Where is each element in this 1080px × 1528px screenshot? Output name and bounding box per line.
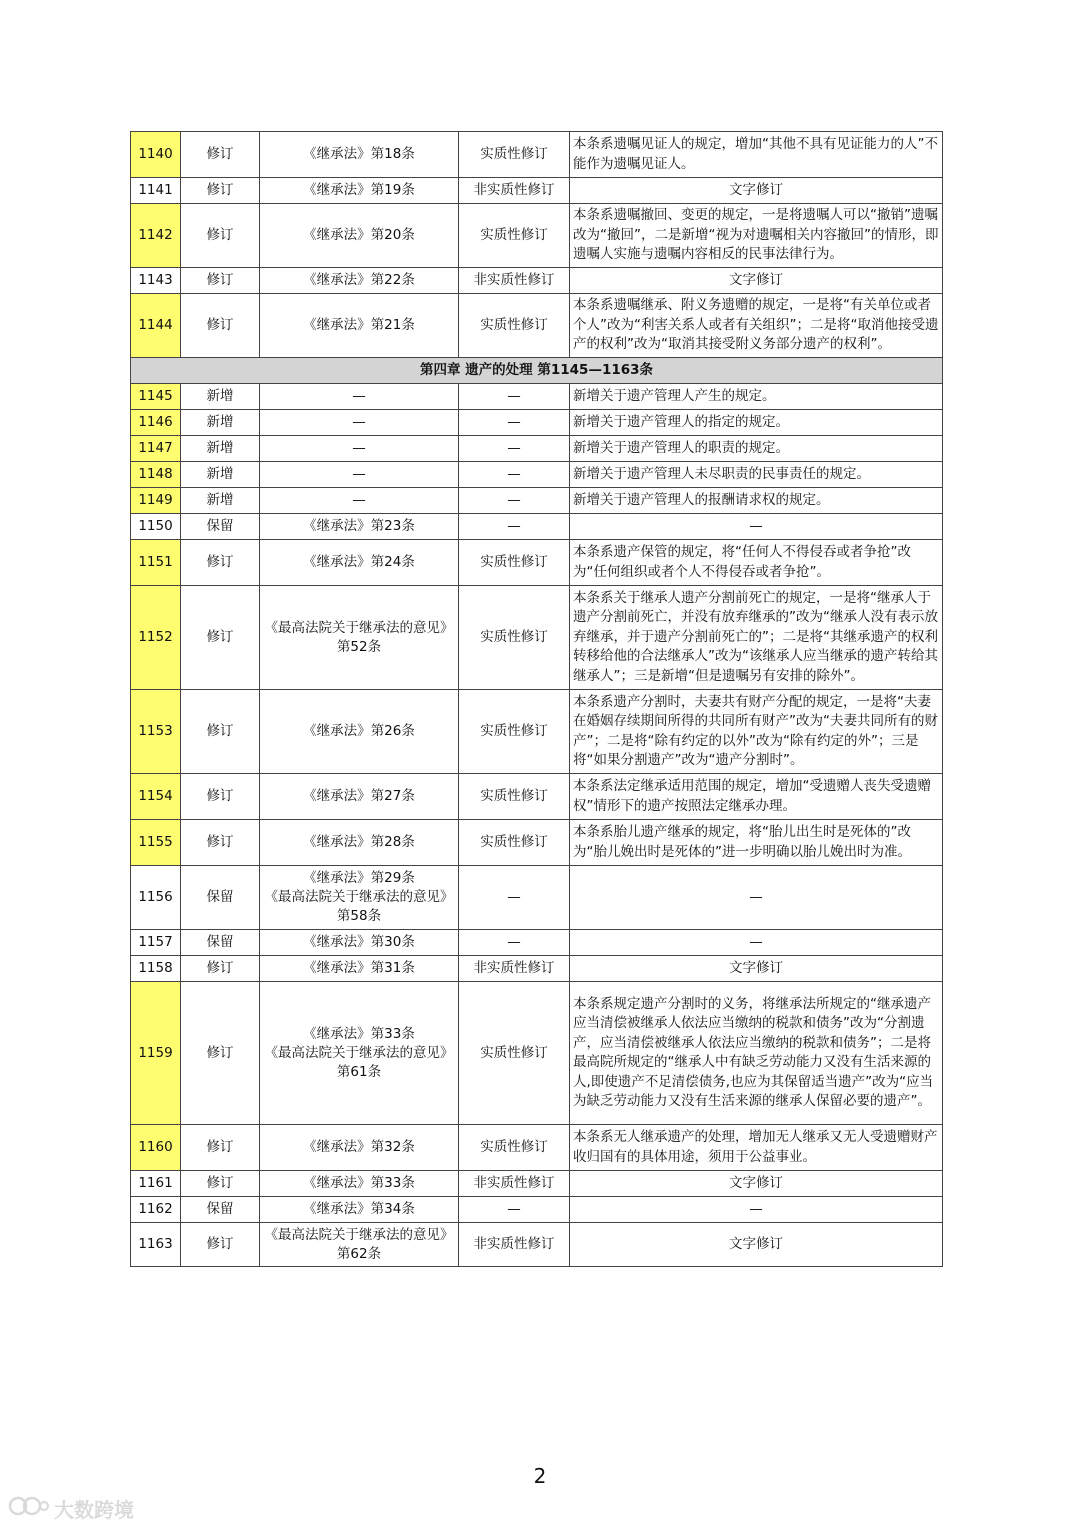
change-type-cell: 修订 bbox=[181, 586, 260, 690]
nature-cell: — bbox=[459, 930, 570, 956]
change-type-cell: 修订 bbox=[181, 132, 260, 178]
watermark bbox=[8, 1490, 148, 1522]
nature-cell: — bbox=[459, 436, 570, 462]
article-number-cell: 1157 bbox=[131, 930, 181, 956]
article-number-cell: 1158 bbox=[131, 956, 181, 982]
change-type-cell: 修订 bbox=[181, 774, 260, 820]
description-cell: 文字修订 bbox=[570, 1171, 943, 1197]
change-type-cell: 新增 bbox=[181, 436, 260, 462]
nature-cell: 实质性修订 bbox=[459, 586, 570, 690]
change-type-cell: 修订 bbox=[181, 540, 260, 586]
change-type-cell: 保留 bbox=[181, 866, 260, 930]
table-row bbox=[131, 930, 943, 956]
article-number-cell: 1147 bbox=[131, 436, 181, 462]
change-type-cell: 修订 bbox=[181, 1223, 260, 1267]
change-type-cell: 修订 bbox=[181, 204, 260, 268]
table-row bbox=[131, 410, 943, 436]
change-type-cell: 新增 bbox=[181, 488, 260, 514]
article-number-cell: 1140 bbox=[131, 132, 181, 178]
nature-cell: 实质性修订 bbox=[459, 774, 570, 820]
description-cell: — bbox=[570, 514, 943, 540]
nature-cell: 非实质性修订 bbox=[459, 178, 570, 204]
article-number-cell: 1159 bbox=[131, 982, 181, 1125]
description-cell: 文字修订 bbox=[570, 268, 943, 294]
source-cell: — bbox=[260, 488, 459, 514]
nature-cell: 实质性修订 bbox=[459, 294, 570, 358]
article-number-cell: 1163 bbox=[131, 1223, 181, 1267]
watermark-text: 大数跨境 bbox=[54, 1498, 134, 1522]
nature-cell: 实质性修订 bbox=[459, 982, 570, 1125]
article-number-cell: 1149 bbox=[131, 488, 181, 514]
table-row bbox=[131, 774, 943, 820]
source-cell: 《继承法》第27条 bbox=[260, 774, 459, 820]
nature-cell: 非实质性修订 bbox=[459, 1171, 570, 1197]
description-cell: 新增关于遗产管理人的职责的规定。 bbox=[570, 436, 943, 462]
nature-cell: 非实质性修订 bbox=[459, 268, 570, 294]
description-cell: 本条系遗嘱见证人的规定，增加“其他不具有见证能力的人”不能作为遗嘱见证人。 bbox=[570, 132, 943, 178]
description-cell: 本条系胎儿遗产继承的规定，将“胎儿出生时是死体的”改为“胎儿娩出时是死体的”进一步明确以胎儿娩出时为准。 bbox=[570, 820, 943, 866]
source-cell: 《继承法》第30条 bbox=[260, 930, 459, 956]
description-cell: 本条系规定遗产分割时的义务，将继承法所规定的“继承遗产应当清偿被继承人依法应当缴纳的税款和债务”改为“分割遗产，应当清偿被继承人依法应当缴纳的税款和债务”；二是将最高院所规定的“继承人中有缺乏劳动能力又没有生活来源的人,即使遗产不足清偿债务,也应为其保留适当遗产”改为“应当为缺乏劳动能力又没有生活来源的继承人保留必要的遗产”。 bbox=[570, 982, 943, 1125]
change-type-cell: 修订 bbox=[181, 820, 260, 866]
change-type-cell: 修订 bbox=[181, 294, 260, 358]
source-cell: — bbox=[260, 410, 459, 436]
nature-cell: 实质性修订 bbox=[459, 690, 570, 774]
article-number-cell: 1155 bbox=[131, 820, 181, 866]
nature-cell: — bbox=[459, 384, 570, 410]
nature-cell: — bbox=[459, 488, 570, 514]
source-cell: 《继承法》第19条 bbox=[260, 178, 459, 204]
source-cell: 《继承法》第22条 bbox=[260, 268, 459, 294]
description-cell: 本条系无人继承遗产的处理，增加无人继承又无人受遗赠财产收归国有的具体用途，须用于公益事业。 bbox=[570, 1125, 943, 1171]
table-row bbox=[131, 540, 943, 586]
source-cell: 《继承法》第33条 bbox=[260, 1171, 459, 1197]
change-type-cell: 修订 bbox=[181, 1171, 260, 1197]
watermark-logo-icon bbox=[8, 1492, 50, 1520]
source-cell: 《继承法》第31条 bbox=[260, 956, 459, 982]
description-cell: — bbox=[570, 866, 943, 930]
source-cell: 《继承法》第20条 bbox=[260, 204, 459, 268]
change-type-cell: 修订 bbox=[181, 268, 260, 294]
nature-cell: 实质性修订 bbox=[459, 1125, 570, 1171]
description-cell: 文字修订 bbox=[570, 956, 943, 982]
change-type-cell: 修订 bbox=[181, 982, 260, 1125]
table-row bbox=[131, 1223, 943, 1267]
table-row bbox=[131, 1125, 943, 1171]
article-number-cell: 1145 bbox=[131, 384, 181, 410]
source-cell: 《继承法》第24条 bbox=[260, 540, 459, 586]
article-number-cell: 1146 bbox=[131, 410, 181, 436]
chapter-heading: 第四章 遗产的处理 第1145—1163条 bbox=[131, 358, 943, 384]
description-cell: 文字修订 bbox=[570, 1223, 943, 1267]
source-cell: — bbox=[260, 384, 459, 410]
table-row bbox=[131, 204, 943, 268]
page-number: 2 bbox=[533, 1464, 547, 1488]
table-row bbox=[131, 1171, 943, 1197]
description-cell: — bbox=[570, 930, 943, 956]
change-type-cell: 保留 bbox=[181, 930, 260, 956]
source-cell: — bbox=[260, 436, 459, 462]
source-cell: 《继承法》第18条 bbox=[260, 132, 459, 178]
nature-cell: 实质性修订 bbox=[459, 204, 570, 268]
description-cell: 新增关于遗产管理人未尽职责的民事责任的规定。 bbox=[570, 462, 943, 488]
nature-cell: — bbox=[459, 462, 570, 488]
description-cell: 新增关于遗产管理人产生的规定。 bbox=[570, 384, 943, 410]
table-row bbox=[131, 982, 943, 1125]
change-type-cell: 新增 bbox=[181, 462, 260, 488]
source-cell: 《继承法》第21条 bbox=[260, 294, 459, 358]
description-cell: 新增关于遗产管理人的指定的规定。 bbox=[570, 410, 943, 436]
description-cell: 本条系遗产保管的规定，将“任何人不得侵吞或者争抢”改为“任何组织或者个人不得侵吞或者争抢”。 bbox=[570, 540, 943, 586]
table-row bbox=[131, 820, 943, 866]
description-cell: 新增关于遗产管理人的报酬请求权的规定。 bbox=[570, 488, 943, 514]
description-cell: 本条系法定继承适用范围的规定，增加“受遗赠人丧失受遗赠权”情形下的遗产按照法定继承办理。 bbox=[570, 774, 943, 820]
change-type-cell: 修订 bbox=[181, 690, 260, 774]
source-cell: 《继承法》第26条 bbox=[260, 690, 459, 774]
source-cell: 《继承法》第34条 bbox=[260, 1197, 459, 1223]
nature-cell: 非实质性修订 bbox=[459, 1223, 570, 1267]
article-number-cell: 1148 bbox=[131, 462, 181, 488]
table-row bbox=[131, 690, 943, 774]
table-row bbox=[131, 956, 943, 982]
article-number-cell: 1161 bbox=[131, 1171, 181, 1197]
source-cell: — bbox=[260, 462, 459, 488]
source-cell: 《继承法》第33条 《最高法院关于继承法的意见》第61条 bbox=[260, 982, 459, 1125]
source-cell: 《继承法》第28条 bbox=[260, 820, 459, 866]
nature-cell: 实质性修订 bbox=[459, 540, 570, 586]
nature-cell: — bbox=[459, 866, 570, 930]
table-row bbox=[131, 462, 943, 488]
source-cell: 《继承法》第23条 bbox=[260, 514, 459, 540]
change-type-cell: 保留 bbox=[181, 514, 260, 540]
description-cell: — bbox=[570, 1197, 943, 1223]
table-row bbox=[131, 436, 943, 462]
article-number-cell: 1156 bbox=[131, 866, 181, 930]
nature-cell: — bbox=[459, 1197, 570, 1223]
article-number-cell: 1143 bbox=[131, 268, 181, 294]
table-row bbox=[131, 132, 943, 178]
table-row bbox=[131, 178, 943, 204]
table-row bbox=[131, 514, 943, 540]
nature-cell: — bbox=[459, 514, 570, 540]
change-type-cell: 修订 bbox=[181, 1125, 260, 1171]
table-row bbox=[131, 488, 943, 514]
nature-cell: 实质性修订 bbox=[459, 820, 570, 866]
table-row bbox=[131, 1197, 943, 1223]
change-type-cell: 修订 bbox=[181, 178, 260, 204]
article-number-cell: 1153 bbox=[131, 690, 181, 774]
table-row bbox=[131, 384, 943, 410]
article-number-cell: 1154 bbox=[131, 774, 181, 820]
article-number-cell: 1142 bbox=[131, 204, 181, 268]
article-number-cell: 1152 bbox=[131, 586, 181, 690]
nature-cell: — bbox=[459, 410, 570, 436]
description-cell: 本条系关于继承人遗产分割前死亡的规定，一是将“继承人于遗产分割前死亡，并没有放弃继承的”改为“继承人没有表示放弃继承，并于遗产分割前死亡的”；二是将“其继承遗产的权利转移给他的合法继承人”改为“该继承人应当继承的遗产转给其继承人”；三是新增“但是遗嘱另有安排的除外”。 bbox=[570, 586, 943, 690]
article-number-cell: 1162 bbox=[131, 1197, 181, 1223]
article-number-cell: 1150 bbox=[131, 514, 181, 540]
description-cell: 本条系遗产分割时，夫妻共有财产分配的规定，一是将“夫妻在婚姻存续期间所得的共同所有财产”改为“夫妻共同所有的财产”；二是将“除有约定的以外”改为“除有约定的外”；三是将“如果分割遗产”改为“遗产分割时”。 bbox=[570, 690, 943, 774]
nature-cell: 实质性修订 bbox=[459, 132, 570, 178]
article-number-cell: 1160 bbox=[131, 1125, 181, 1171]
table-row bbox=[131, 294, 943, 358]
description-cell: 本条系遗嘱撤回、变更的规定，一是将遗嘱人可以“撤销”遗嘱改为“撤回”，二是新增“视为对遗嘱相关内容撤回”的情形，即遗嘱人实施与遗嘱内容相反的民事法律行为。 bbox=[570, 204, 943, 268]
article-number-cell: 1141 bbox=[131, 178, 181, 204]
table-row bbox=[131, 268, 943, 294]
nature-cell: 非实质性修订 bbox=[459, 956, 570, 982]
article-number-cell: 1144 bbox=[131, 294, 181, 358]
description-cell: 本条系遗嘱继承、附义务遗赠的规定，一是将“有关单位或者个人”改为“利害关系人或者有关组织”；二是将“取消他接受遗产的权利”改为“取消其接受附义务部分遗产的权利”。 bbox=[570, 294, 943, 358]
source-cell: 《继承法》第29条 《最高法院关于继承法的意见》第58条 bbox=[260, 866, 459, 930]
revision-table bbox=[130, 131, 943, 1267]
table-row bbox=[131, 866, 943, 930]
description-cell: 文字修订 bbox=[570, 178, 943, 204]
change-type-cell: 新增 bbox=[181, 384, 260, 410]
article-number-cell: 1151 bbox=[131, 540, 181, 586]
source-cell: 《继承法》第32条 bbox=[260, 1125, 459, 1171]
table-row bbox=[131, 586, 943, 690]
change-type-cell: 保留 bbox=[181, 1197, 260, 1223]
source-cell: 《最高法院关于继承法的意见》第52条 bbox=[260, 586, 459, 690]
source-cell: 《最高法院关于继承法的意见》第62条 bbox=[260, 1223, 459, 1267]
change-type-cell: 新增 bbox=[181, 410, 260, 436]
change-type-cell: 修订 bbox=[181, 956, 260, 982]
chapter-heading-row bbox=[131, 358, 943, 384]
